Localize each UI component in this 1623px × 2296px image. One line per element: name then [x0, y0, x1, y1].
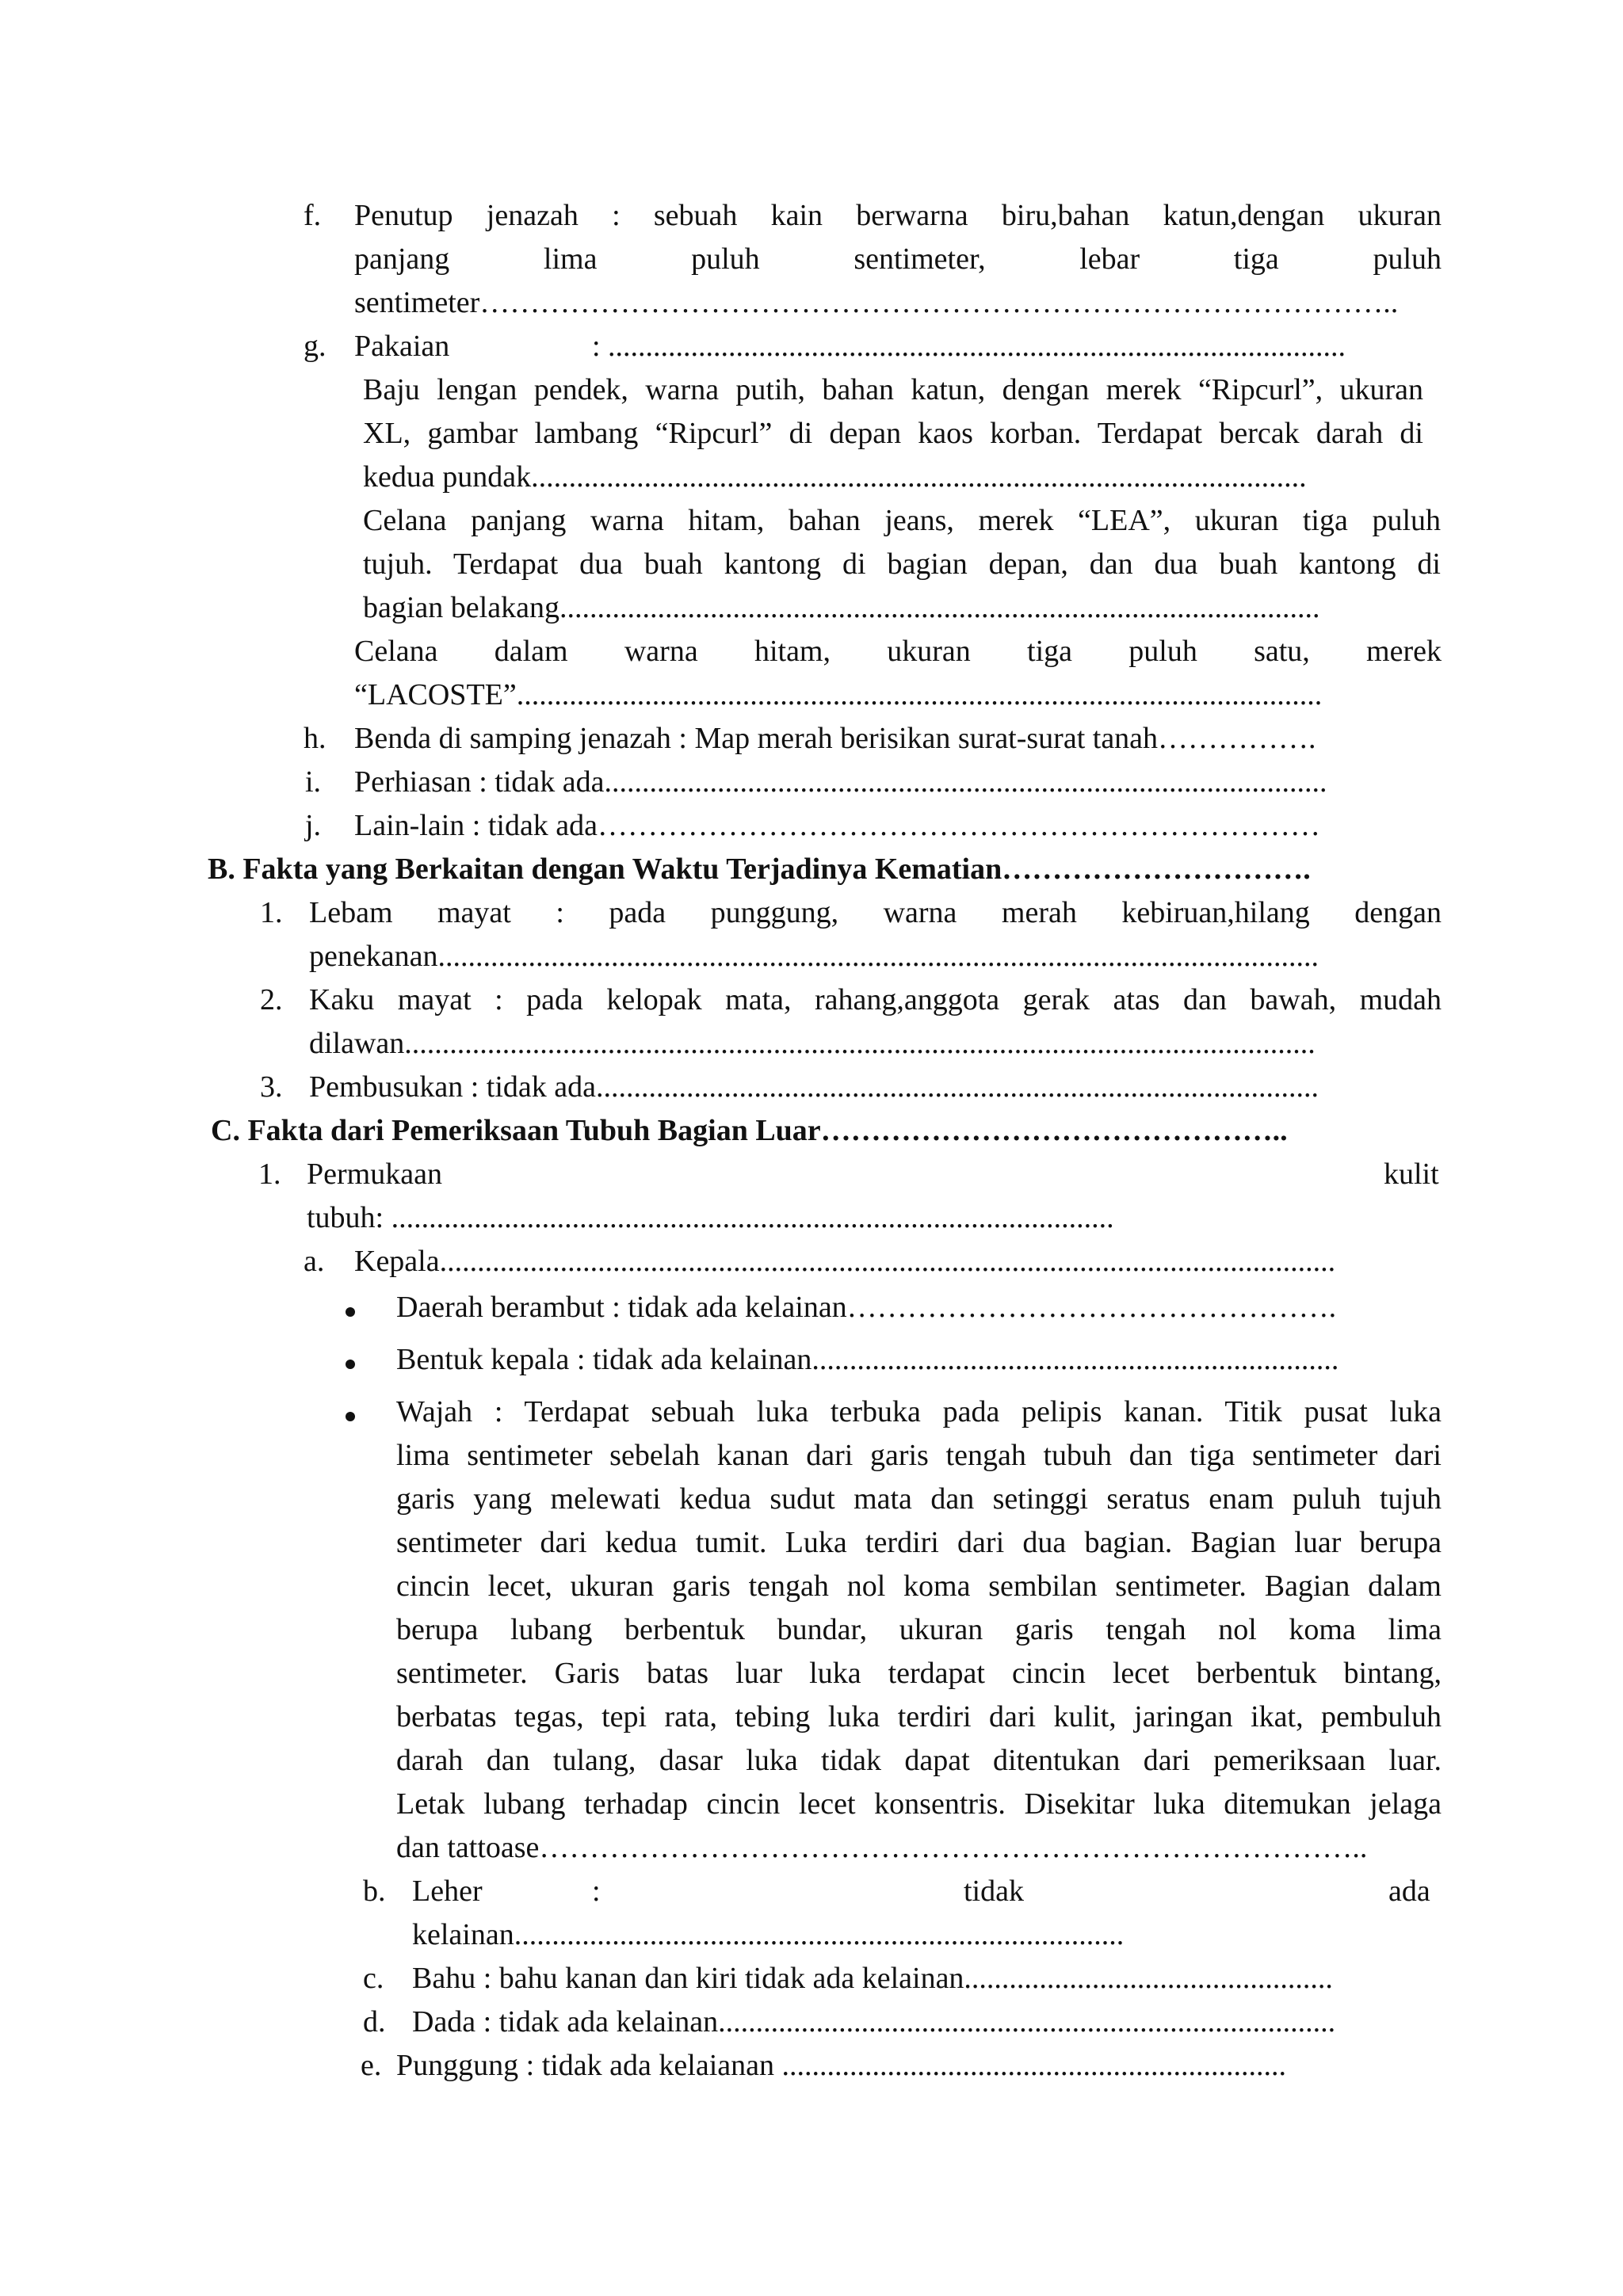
item-f-line: panjang lima puluh sentimeter, lebar tiga puluh: [354, 242, 1442, 276]
item-h-text: Benda di samping jenazah : Map merah berisikan surat-surat tanah…………….: [354, 722, 1316, 755]
leher-tidak: tidak: [964, 1875, 1024, 1908]
bullet-dot: [346, 1307, 355, 1317]
b-item-marker: 1.: [260, 896, 283, 929]
baju-line: Baju lengan pendek, warna putih, bahan katun, dengan merek “Ripcurl”, ukuran: [363, 373, 1423, 406]
item-g-marker: g.: [304, 330, 327, 363]
wajah-line: dan tattoase………………………………………………………………………..: [396, 1831, 1368, 1864]
item-f-line: sentimeter………………………………………………………………………………..: [354, 286, 1399, 319]
b-item-line: penekanan.....................................................................................................................: [309, 940, 1319, 973]
wajah-line: berbatas tegas, tepi rata, tebing luka terdiri dari kulit, jaringan ikat, pembuluh: [396, 1700, 1442, 1733]
celana-line: tujuh. Terdapat dua buah kantong di bagian depan, dan dua buah kantong di: [363, 547, 1441, 581]
wajah-line: darah dan tulang, dasar luka tidak dapat ditentukan dari pemeriksaan luar.: [396, 1744, 1442, 1777]
wajah-line: garis yang melewati kedua sudut mata dan setinggi seratus enam puluh tujuh: [396, 1482, 1442, 1516]
c-a-text: Kepala.......................................................................................................................: [354, 1245, 1336, 1278]
celana-line: Celana panjang warna hitam, bahan jeans, merek “LEA”, ukuran tiga puluh: [363, 504, 1441, 537]
b-item-line: dilawan.........................................................................................................................: [309, 1027, 1316, 1060]
wajah-line: cincin lecet, ukuran garis tengah nol koma sembilan sentimeter. Bagian dalam: [396, 1569, 1442, 1603]
c-b-marker: b.: [363, 1875, 386, 1908]
b-item-line: Pembusukan : tidak ada................................................................................................: [309, 1070, 1319, 1104]
bullet-text: Daerah berambut : tidak ada kelainan………………………………………….: [396, 1291, 1337, 1324]
leher-ada: ada: [1388, 1875, 1430, 1908]
leher-label: Leher: [412, 1875, 483, 1908]
bullet-dot: [346, 1360, 355, 1369]
item-h-marker: h.: [304, 722, 327, 755]
wajah-line: lima sentimeter sebelah kanan dari garis tengah tubuh dan tiga sentimeter dari: [396, 1439, 1442, 1472]
item-f-line: Penutup jenazah : sebuah kain berwarna biru,bahan katun,dengan ukuran: [354, 199, 1442, 232]
bahu-text: Bahu : bahu kanan dan kiri tidak ada kelainan.................................................: [412, 1962, 1333, 1995]
item-j-marker: j.: [305, 809, 322, 842]
baju-line: XL, gambar lambang “Ripcurl” di depan kaos korban. Terdapat bercak darah di: [363, 417, 1423, 450]
celana-dalam-line: “LACOSTE”...........................................................................................................: [354, 678, 1323, 711]
wajah-line: Letak lubang terhadap cincin lecet konsentris. Disekitar luka ditemukan jelaga: [396, 1787, 1442, 1821]
c-item1-left: Permukaan: [307, 1158, 442, 1191]
item-g-label: Pakaian: [354, 330, 450, 363]
item-f-marker: f.: [304, 199, 322, 232]
b-item-line: Lebam mayat : pada punggung, warna merah kebiruan,hilang dengan: [309, 896, 1442, 929]
item-g-dots: : ..................................................................................................: [592, 330, 1346, 363]
punggung-text: Punggung : tidak ada kelaianan ...................................................................: [396, 2049, 1286, 2082]
wajah-line: Wajah : Terdapat sebuah luka terbuka pada pelipis kanan. Titik pusat luka: [396, 1395, 1442, 1428]
item-i-marker: i.: [305, 765, 322, 799]
c-e-marker: e.: [361, 2049, 382, 2082]
item-i-text: Perhiasan : tidak ada................................................................................................: [354, 765, 1327, 799]
celana-line: bagian belakang.....................................................................................................: [363, 591, 1320, 624]
c-item1-line2: tubuh: ................................................................................................: [307, 1201, 1114, 1234]
c-d-marker: d.: [363, 2005, 386, 2039]
b-item-marker: 2.: [260, 983, 283, 1016]
bullet-text: Bentuk kepala : tidak ada kelainan......................................................................: [396, 1343, 1339, 1376]
b-item-marker: 3.: [260, 1070, 283, 1104]
bullet-dot: [346, 1412, 355, 1421]
wajah-line: sentimeter dari kedua tumit. Luka terdiri dari dua bagian. Bagian luar berupa: [396, 1526, 1442, 1559]
dada-text: Dada : tidak ada kelainan..................................................................................: [412, 2005, 1336, 2039]
leher-line2: kelainan.................................................................................: [412, 1918, 1125, 1951]
c-item1-marker: 1.: [258, 1158, 281, 1191]
wajah-line: sentimeter. Garis batas luar luka terdapat cincin lecet berbentuk bintang,: [396, 1657, 1442, 1690]
section-c-heading: C. Fakta dari Pemeriksaan Tubuh Bagian Luar………………………………………..: [211, 1114, 1288, 1147]
c-a-marker: a.: [304, 1245, 325, 1278]
celana-dalam-line: Celana dalam warna hitam, ukuran tiga puluh satu, merek: [354, 635, 1442, 668]
c-item1-right: kulit: [1384, 1158, 1439, 1191]
baju-line: kedua pundak.......................................................................................................: [363, 460, 1307, 494]
c-c-marker: c.: [363, 1962, 384, 1995]
item-j-text: Lain-lain : tidak ada………………………………………………………………: [354, 809, 1321, 842]
b-item-line: Kaku mayat : pada kelopak mata, rahang,anggota gerak atas dan bawah, mudah: [309, 983, 1442, 1016]
leher-colon: :: [592, 1875, 601, 1908]
wajah-line: berupa lubang berbentuk bundar, ukuran garis tengah nol koma lima: [396, 1613, 1442, 1646]
section-b-heading: B. Fakta yang Berkaitan dengan Waktu Terjadinya Kematian………………………….: [208, 852, 1311, 886]
